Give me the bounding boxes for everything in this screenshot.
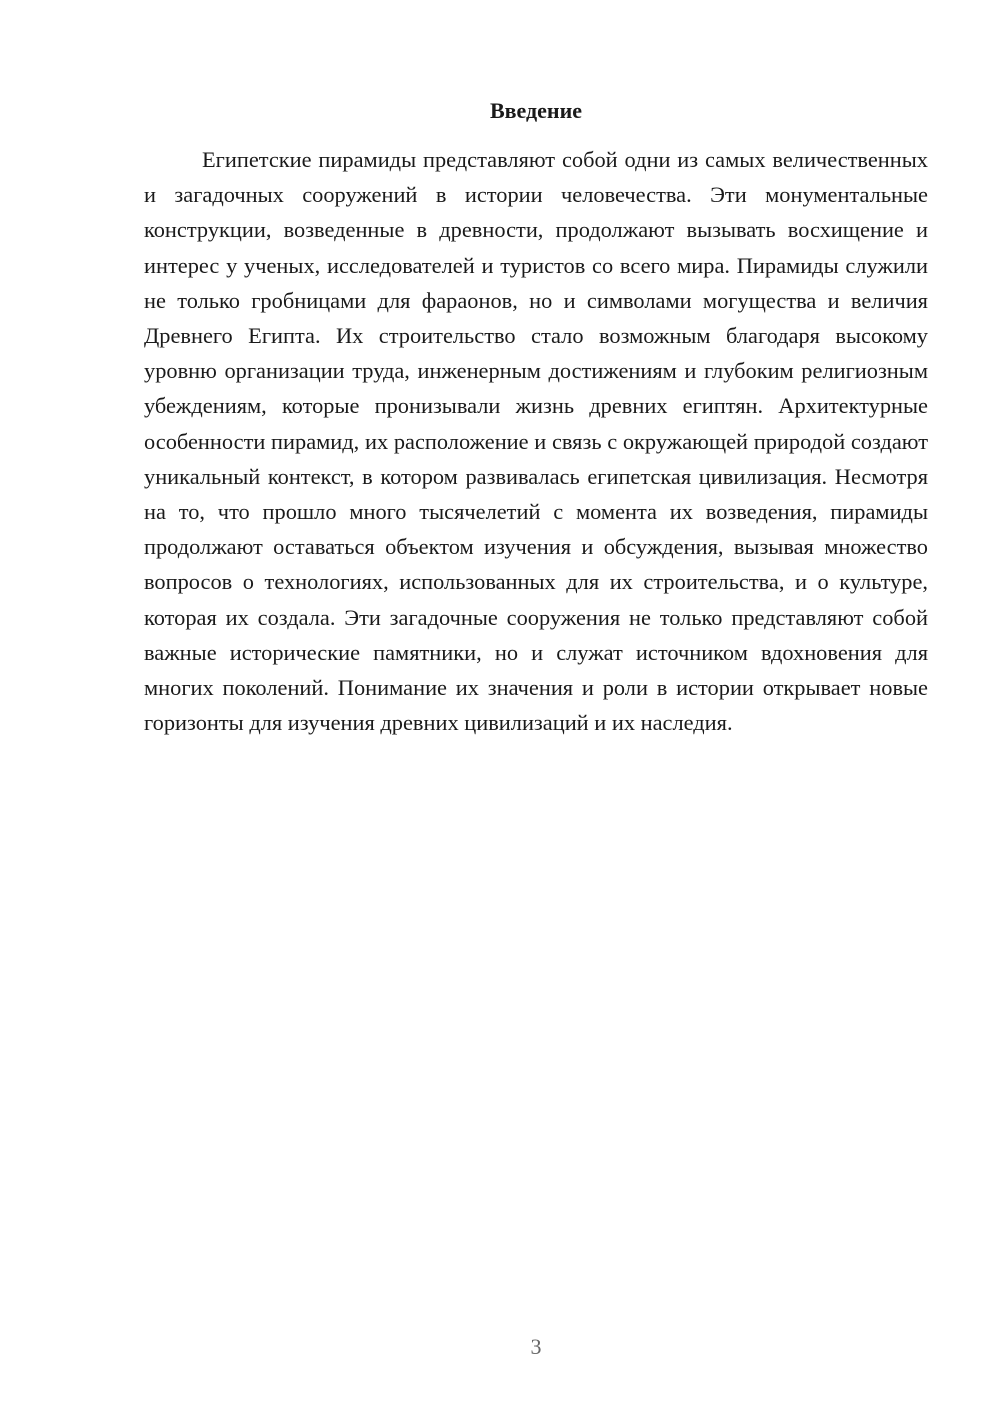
body-paragraph: Египетские пирамиды представляют собой одни из самых величественных и загадочных сооружений в истории человечества. Эти монументальные конструкции, возведенные в древности, продолжают вызывать восхищение и интерес у ученых, исследователей и туристов со всего мира. Пирамиды служили не только гробницами для фараонов, но и символами могущества и величия Древнего Египта. Их строительство стало возможным благодаря высокому уровню организации труда, инженерным достижениям и глубоким религиозным убеждениям, которые пронизывали жизнь древних египтян. Архитектурные особенности пирамид, их расположение и связь с окружающей природой создают уникальный контекст, в котором развивалась египетская цивилизация. Несмотря на то, что прошло много тысячелетий с момента их возведения, пирамиды продолжают оставаться объектом изучения и обсуждения, вызывая множество вопросов о технологиях, использованных для их строительства, и о культуре, которая их создала. Эти загадочные сооружения не только представляют собой важные исторические памятники, но и служат источником вдохновения для многих поколений. Понимание их значения и роли в истории открывает новые горизонты для изучения древних цивилизаций и их наследия. <box>144 147 928 736</box>
section-heading: Введение <box>489 98 583 123</box>
page-number: 3 <box>530 1334 542 1359</box>
